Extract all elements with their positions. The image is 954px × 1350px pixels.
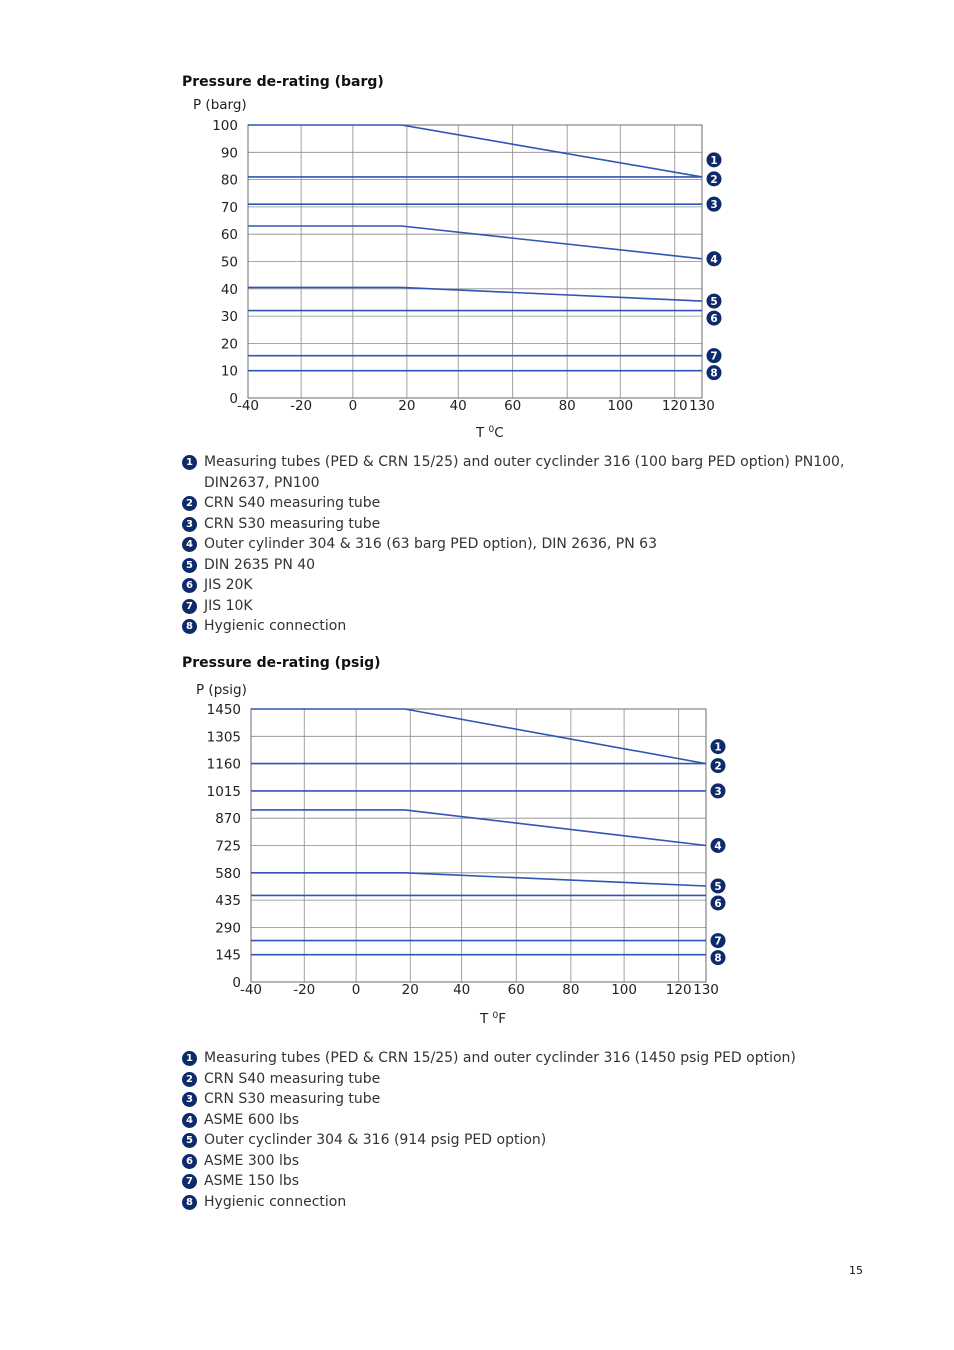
legend-text: ASME 150 lbs bbox=[204, 1173, 300, 1189]
badge-number: 6 bbox=[710, 313, 718, 326]
legend-number-badge: 2 bbox=[182, 1072, 197, 1087]
legend-text: ASME 600 lbs bbox=[204, 1111, 300, 1128]
x-tick-label: 40 bbox=[449, 398, 467, 414]
legend-number-badge: 5 bbox=[182, 558, 197, 573]
legend-text: CRN S40 measuring tube bbox=[204, 495, 381, 511]
y-tick-label: 1015 bbox=[206, 783, 241, 800]
legend-number-badge: 8 bbox=[182, 1195, 197, 1210]
legend-text: CRN S30 measuring tube bbox=[204, 515, 381, 532]
y-tick-label: 725 bbox=[215, 838, 241, 855]
badge-number: 1 bbox=[710, 154, 718, 167]
x-tick-label: -40 bbox=[236, 398, 260, 414]
legend-number-badge: 7 bbox=[182, 599, 197, 614]
legend-number-badge: 3 bbox=[182, 517, 197, 532]
legend-psig bbox=[182, 1048, 882, 1212]
series-line-5 bbox=[251, 873, 706, 886]
badge-number: 4 bbox=[714, 840, 722, 853]
legend-number-badge: 4 bbox=[182, 1113, 197, 1128]
y-tick-label: 30 bbox=[220, 309, 238, 326]
legend-number-badge: 5 bbox=[182, 1133, 197, 1148]
legend-text: ASME 300 lbs bbox=[204, 1152, 300, 1169]
y-tick-label: 0 bbox=[232, 975, 241, 991]
badge-number: 3 bbox=[714, 785, 722, 798]
badge-number: 1 bbox=[714, 741, 722, 754]
y-tick-label: 435 bbox=[215, 893, 241, 910]
legend-number-badge: 3 bbox=[182, 1092, 197, 1107]
y-tick-label: 70 bbox=[220, 199, 238, 216]
x-tick-label: 120 bbox=[661, 398, 688, 414]
y-tick-label: 870 bbox=[215, 811, 241, 828]
legend-text: Outer cyclinder 304 & 316 (914 psig PED option) bbox=[204, 1132, 547, 1148]
x-tick-label: 80 bbox=[562, 982, 580, 998]
badge-number: 7 bbox=[710, 350, 718, 363]
x-tick-label: 100 bbox=[611, 982, 637, 998]
series-badge-1 bbox=[711, 739, 726, 754]
x-tick-label: 20 bbox=[401, 982, 419, 998]
badge-number: 8 bbox=[714, 952, 722, 965]
y-tick-label: 1450 bbox=[206, 702, 241, 718]
badge-number: 5 bbox=[714, 880, 722, 893]
y-tick-label: 50 bbox=[220, 254, 238, 271]
legend-number-badge: 4 bbox=[182, 537, 197, 552]
x-axis-label: T $^0$C bbox=[476, 425, 504, 441]
legend-number-badge: 8 bbox=[182, 619, 197, 634]
x-tick-label: 100 bbox=[607, 398, 634, 414]
y-tick-label: 1305 bbox=[206, 729, 241, 746]
legend-text: JIS 10K bbox=[204, 597, 253, 614]
legend-item bbox=[182, 1171, 882, 1192]
y-axis-label: P (psig) bbox=[196, 682, 247, 698]
y-tick-label: 580 bbox=[215, 865, 241, 882]
x-tick-label: 0 bbox=[351, 982, 361, 998]
legend-text: Hygienic connection bbox=[204, 618, 347, 634]
x-tick-label: -20 bbox=[290, 398, 313, 414]
legend-item bbox=[182, 1048, 882, 1069]
series-line-4 bbox=[251, 810, 706, 846]
x-axis-label: T $^0$F bbox=[480, 1011, 507, 1027]
series-badge-8 bbox=[711, 950, 726, 965]
legend-number-badge: 1 bbox=[182, 455, 197, 470]
x-tick-label: 40 bbox=[453, 982, 471, 998]
series-badge-4 bbox=[711, 838, 726, 853]
badge-number: 7 bbox=[714, 935, 722, 948]
chart-title-psig: Pressure de-rating (psig) bbox=[182, 655, 381, 671]
y-tick-label: 90 bbox=[220, 145, 238, 162]
y-tick-label: 40 bbox=[220, 281, 238, 298]
legend-text-continued: DIN2637, PN100 bbox=[204, 474, 320, 491]
series-badge-6 bbox=[711, 895, 726, 910]
badge-number: 8 bbox=[710, 367, 718, 380]
chart-title-barg: Pressure de-rating (barg) bbox=[182, 74, 384, 90]
legend-item bbox=[182, 1089, 882, 1110]
legend-text: DIN 2635 PN 40 bbox=[204, 556, 316, 573]
series-badge-5 bbox=[711, 878, 726, 893]
badge-number: 2 bbox=[714, 760, 722, 773]
page-number: 15 bbox=[849, 1264, 863, 1277]
y-tick-label: 100 bbox=[212, 118, 238, 134]
x-tick-label: 120 bbox=[665, 982, 692, 998]
legend-text: Hygienic connection bbox=[204, 1193, 347, 1210]
series-badge-7 bbox=[711, 933, 726, 948]
y-tick-label: 290 bbox=[215, 920, 241, 937]
legend-number-badge: 6 bbox=[182, 1154, 197, 1169]
y-tick-label: 80 bbox=[220, 172, 238, 189]
y-tick-label: 145 bbox=[215, 947, 241, 964]
x-tick-label: 80 bbox=[558, 398, 576, 414]
y-tick-label: 1160 bbox=[206, 756, 241, 773]
legend-item bbox=[182, 1110, 882, 1131]
legend-item bbox=[182, 1192, 882, 1213]
x-tick-label: 20 bbox=[398, 398, 416, 414]
badge-number: 4 bbox=[710, 253, 718, 266]
y-axis-label: P (barg) bbox=[193, 97, 247, 113]
badge-number: 2 bbox=[710, 173, 718, 186]
x-tick-label: 0 bbox=[348, 398, 358, 414]
y-tick-label: 10 bbox=[220, 363, 238, 380]
legend-item bbox=[182, 1069, 882, 1090]
badge-number: 5 bbox=[710, 296, 718, 309]
legend-number-badge: 2 bbox=[182, 496, 197, 511]
x-tick-label: 130 bbox=[689, 398, 715, 414]
legend-number-badge: 6 bbox=[182, 578, 197, 593]
legend-item bbox=[182, 1151, 882, 1172]
badge-number: 3 bbox=[710, 199, 718, 212]
legend-text: JIS 20K bbox=[204, 577, 253, 593]
y-tick-label: 60 bbox=[220, 227, 238, 244]
x-tick-label: 60 bbox=[507, 982, 525, 998]
y-tick-label: 20 bbox=[220, 336, 238, 353]
badge-number: 6 bbox=[714, 897, 722, 910]
x-tick-label: 60 bbox=[504, 398, 522, 414]
x-tick-label: -20 bbox=[293, 982, 316, 998]
legend-number-badge: 1 bbox=[182, 1051, 197, 1066]
legend-text: Outer cylinder 304 & 316 (63 barg PED option), DIN 2636, PN 63 bbox=[204, 536, 657, 552]
legend-number-badge: 7 bbox=[182, 1174, 197, 1189]
legend-text: Measuring tubes (PED & CRN 15/25) and outer cyclinder 316 (1450 psig PED option) bbox=[204, 1050, 796, 1066]
legend-text: Measuring tubes (PED & CRN 15/25) and outer cyclinder 316 (100 barg PED option) PN100, bbox=[204, 454, 845, 470]
series-badge-2 bbox=[711, 758, 726, 773]
x-tick-label: -40 bbox=[239, 982, 263, 998]
legend-text: CRN S30 measuring tube bbox=[204, 1091, 381, 1107]
legend-text: CRN S40 measuring tube bbox=[204, 1070, 381, 1087]
x-tick-label: 130 bbox=[693, 982, 719, 998]
y-tick-label: 0 bbox=[229, 391, 238, 407]
series-badge-3 bbox=[711, 783, 726, 798]
legend-item bbox=[182, 1130, 882, 1151]
